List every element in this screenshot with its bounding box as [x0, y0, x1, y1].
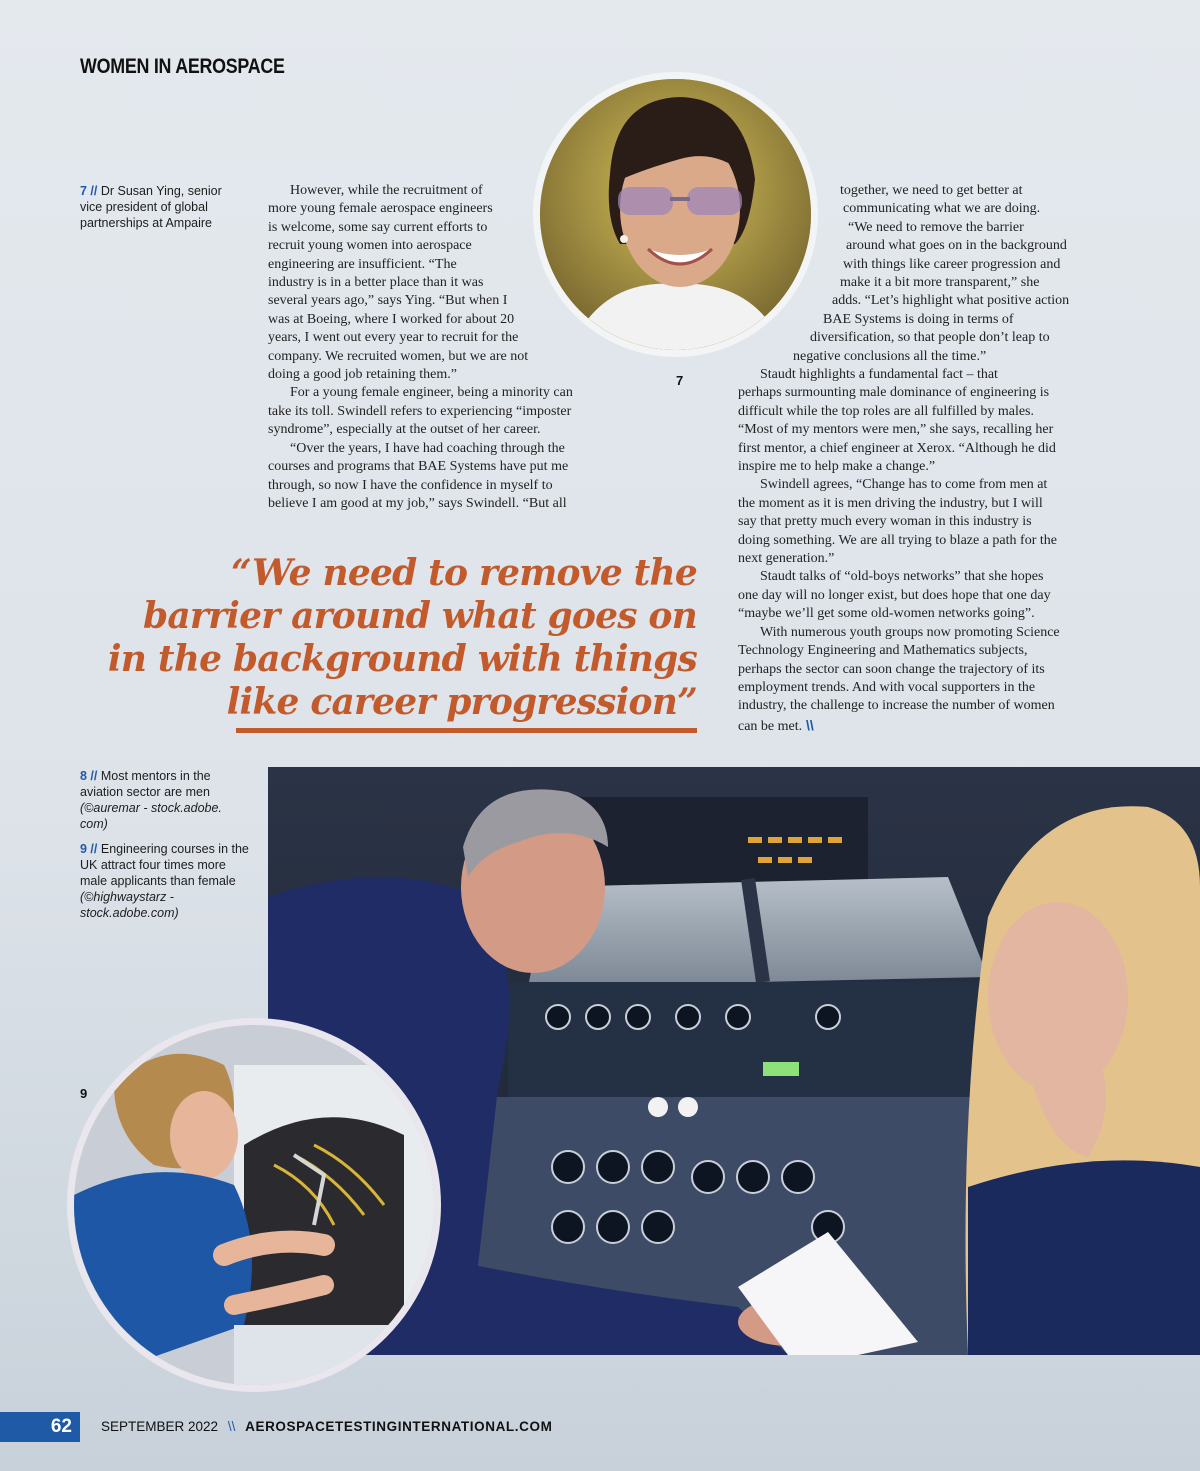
body-line: take its toll. Swindell refers to experiencing “imposter	[268, 403, 572, 419]
footer-separator: \\	[227, 1419, 236, 1434]
body-line: doing something. We are all trying to blaze a path for the	[738, 532, 1057, 548]
body-column-right-wrap	[738, 182, 1098, 366]
caption-9-text: Engineering courses in the UK attract four times more male applicants than female	[80, 842, 249, 888]
caption-9-number: 9 //	[80, 842, 98, 856]
photo-engineering-student	[67, 1018, 441, 1392]
body-line: “We need to remove the barrier	[848, 219, 1024, 235]
footer-website-link[interactable]: AEROSPACETESTINGINTERNATIONAL.COM	[245, 1419, 553, 1434]
body-line: with things like career progression and	[843, 256, 1061, 272]
body-line: the moment as it is men driving the industry, but I will	[738, 495, 1043, 511]
body-line: is welcome, some say current efforts to	[268, 219, 488, 235]
body-line: engineering are insufficient. “The	[268, 256, 457, 272]
body-line: Technology Engineering and Mathematics subjects,	[738, 643, 1028, 659]
footer-line	[101, 1419, 552, 1434]
pull-quote-line: like career progression”	[226, 681, 697, 723]
pull-quote-line: in the background with things	[107, 638, 697, 680]
caption-8-text: Most mentors in the aviation sector are men	[80, 769, 211, 799]
body-line: For a young female engineer, being a minority can	[290, 385, 573, 401]
body-line: several years ago,” says Ying. “But when I	[268, 293, 508, 309]
pull-quote-rule	[236, 728, 697, 733]
body-line: doing a good job retaining them.”	[268, 367, 457, 383]
body-line: around what goes on in the background	[846, 238, 1067, 254]
body-line: courses and programs that BAE Systems have put me	[268, 459, 569, 475]
body-line: first mentor, a chief engineer at Xerox. “Although he did	[738, 440, 1056, 456]
body-line: more young female aerospace engineers	[268, 201, 493, 217]
pull-quote-line: “We need to remove the	[231, 552, 697, 594]
caption-8-credit: (©auremar - stock.adobe. com)	[80, 801, 222, 831]
body-line: together, we need to get better at	[840, 183, 1023, 198]
body-line: make it a bit more transparent,” she	[840, 275, 1040, 291]
pull-quote-line: barrier around what goes on	[143, 595, 697, 637]
body-line: inspire me to help make a change.”	[738, 459, 936, 475]
body-line: believe I am good at my job,” says Swindell. “But all	[268, 495, 567, 511]
body-line: through, so now I have the confidence in myself to	[268, 477, 553, 493]
body-line: difficult while the top roles are all fulfilled by males.	[738, 403, 1034, 419]
page-number: 62	[0, 1412, 80, 1442]
body-line: syndrome”, especially at the outset of her career.	[268, 422, 541, 438]
caption-7-number: 7 //	[80, 184, 98, 198]
caption-8	[80, 768, 245, 832]
body-line: BAE Systems is doing in terms of	[823, 311, 1014, 327]
body-line: employment trends. And with vocal supporters in the	[738, 679, 1036, 695]
body-line: communicating what we are doing.	[843, 201, 1041, 217]
body-line: “maybe we’ll get some old-women networks going”.	[738, 606, 1035, 622]
body-line: However, while the recruitment of	[290, 183, 483, 198]
caption-9-credit: (©highwaystarz - stock.adobe.com)	[80, 890, 179, 920]
body-line: years, I went out every year to recruit for the	[268, 330, 519, 346]
body-line: can be met. \\	[738, 716, 814, 734]
caption-9	[80, 841, 250, 921]
body-line: industry, the challenge to increase the number of women	[738, 698, 1055, 714]
body-line: perhaps surmounting male dominance of engineering is	[738, 385, 1050, 401]
body-line: “Most of my mentors were men,” she says, recalling her	[738, 422, 1054, 438]
body-line: With numerous youth groups now promoting Science	[760, 624, 1060, 640]
caption-7-text: Dr Susan Ying, senior vice president of global partnerships at Ampaire	[80, 184, 222, 230]
body-line: company. We recruited women, but we are not	[268, 348, 529, 364]
body-line: Swindell agrees, “Change has to come from men at	[760, 477, 1048, 493]
student-illustration	[74, 1025, 434, 1385]
footer-issue: SEPTEMBER 2022	[101, 1419, 219, 1434]
body-line: was at Boeing, where I worked for about 20	[268, 311, 515, 327]
body-line: negative conclusions all the time.”	[793, 348, 987, 364]
image-marker-7: 7	[676, 373, 684, 388]
body-line: recruit young women into aerospace	[268, 238, 472, 254]
caption-7	[80, 183, 245, 231]
pull-quote	[100, 552, 697, 724]
body-line: Staudt talks of “old-boys networks” that she hopes	[760, 569, 1044, 585]
body-line: “Over the years, I have had coaching through the	[290, 440, 565, 456]
caption-8-number: 8 //	[80, 769, 98, 783]
section-title: WOMEN IN AEROSPACE	[80, 55, 285, 78]
body-line: perhaps the sector can soon change the trajectory of its	[738, 661, 1045, 677]
body-line: say that pretty much every woman in this industry is	[738, 514, 1032, 530]
body-column-right	[738, 366, 1098, 736]
article-end-mark: \\	[802, 716, 814, 733]
body-line: one day will no longer exist, but does hope that one day	[738, 587, 1051, 603]
body-line: diversification, so that people don’t leap to	[810, 330, 1050, 346]
body-line: Staudt highlights a fundamental fact – that	[760, 367, 998, 382]
body-line: next generation.”	[738, 551, 835, 567]
image-marker-9: 9	[80, 1086, 88, 1101]
body-line: adds. “Let’s highlight what positive action	[832, 293, 1070, 309]
body-line: industry is in a better place than it was	[268, 275, 484, 291]
